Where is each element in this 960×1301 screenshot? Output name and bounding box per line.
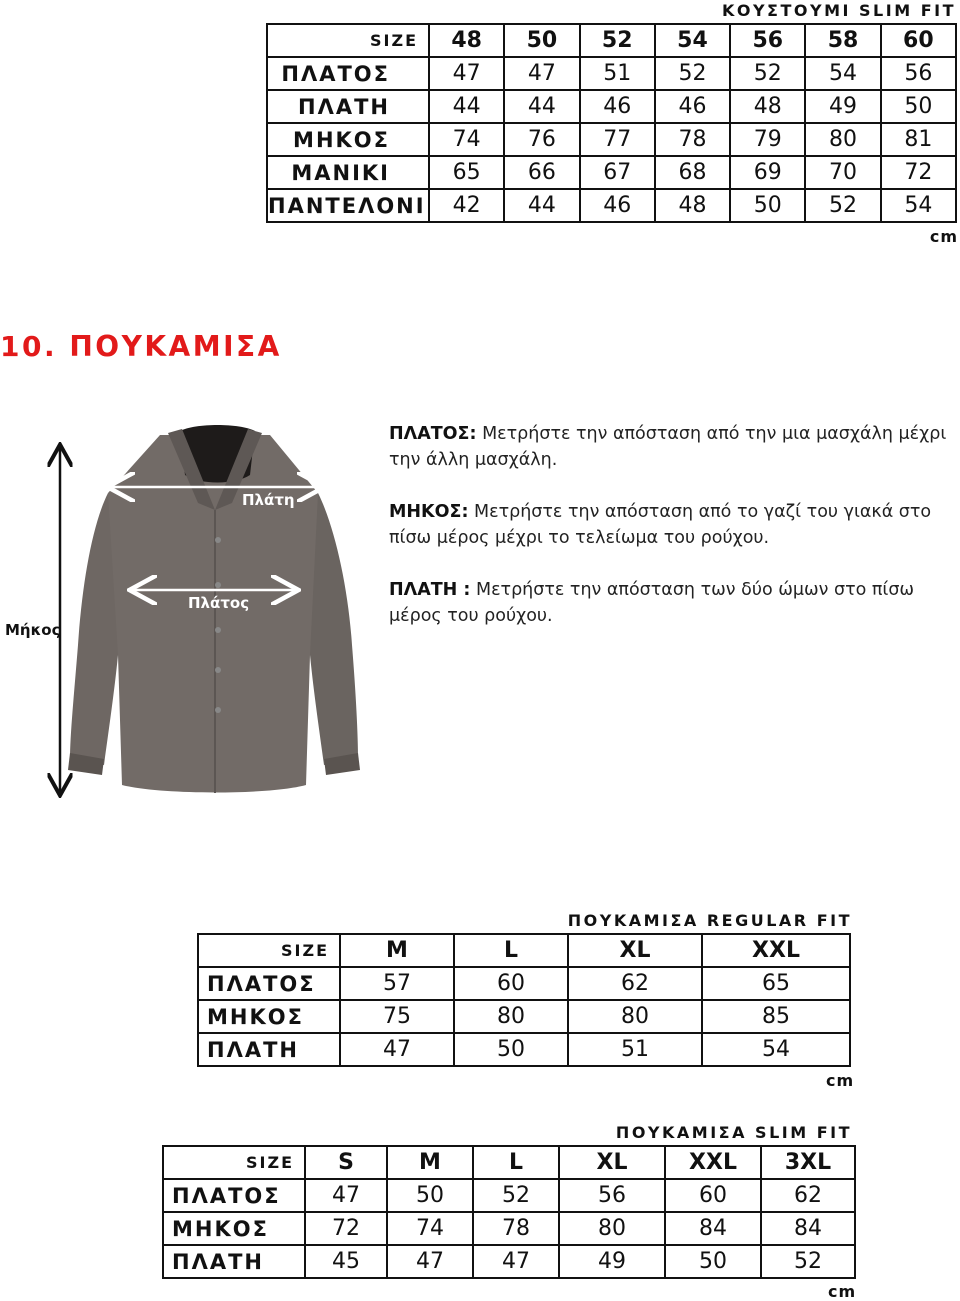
value-cell: 47 [429,57,504,90]
row-label: ΠΛΑΤΗ [267,90,429,123]
width-label: Πλάτος [188,594,250,612]
value-cell: 78 [473,1212,559,1245]
instruction-back [389,577,949,629]
table-row [267,123,956,156]
table-row [267,90,956,123]
suit-table-caption: ΚΟΥΣΤΟΥΜΙ SLIM FIT [721,1,956,20]
size-header: SIZE [198,934,340,967]
instruction-text: Μετρήστε την απόσταση των δύο ώμων στο πίσω μέρος του ρούχου. [389,580,915,626]
size-header: SIZE [267,24,429,57]
value-cell: 77 [580,123,655,156]
value-cell: 65 [702,967,850,1000]
value-cell: 60 [665,1179,761,1212]
value-cell: 52 [473,1179,559,1212]
value-cell: 50 [730,189,805,222]
size-cell: 52 [580,24,655,57]
table-row [267,189,956,222]
table-row [198,1000,850,1033]
value-cell: 72 [881,156,956,189]
table-row [198,967,850,1000]
value-cell: 47 [340,1033,454,1066]
value-cell: 81 [881,123,956,156]
size-cell: L [454,934,568,967]
value-cell: 57 [340,967,454,1000]
value-cell: 47 [305,1179,387,1212]
shirt-regular-size-table [197,933,851,1067]
instruction-width [389,421,949,473]
value-cell: 47 [387,1245,473,1278]
value-cell: 75 [340,1000,454,1033]
size-cell: M [340,934,454,967]
value-cell: 52 [730,57,805,90]
size-cell: 56 [730,24,805,57]
value-cell: 45 [305,1245,387,1278]
size-header: SIZE [163,1146,305,1179]
value-cell: 66 [504,156,579,189]
value-cell: 47 [504,57,579,90]
shirt-slim-size-table [162,1145,856,1279]
size-cell: L [473,1146,559,1179]
value-cell: 49 [805,90,880,123]
table-header-row [198,934,850,967]
value-cell: 44 [504,189,579,222]
value-cell: 54 [805,57,880,90]
value-cell: 84 [665,1212,761,1245]
row-label: ΜΗΚΟΣ [267,123,429,156]
table-row [198,1033,850,1066]
instruction-term: ΜΗΚΟΣ: [389,502,469,522]
value-cell: 80 [568,1000,702,1033]
value-cell: 79 [730,123,805,156]
value-cell: 72 [305,1212,387,1245]
size-cell: XL [568,934,702,967]
value-cell: 54 [881,189,956,222]
size-cell: S [305,1146,387,1179]
table-row [163,1179,855,1212]
size-cell: XL [559,1146,665,1179]
instruction-term: ΠΛΑΤΟΣ: [389,424,477,444]
value-cell: 74 [429,123,504,156]
row-label: ΠΛΑΤΟΣ [163,1179,305,1212]
value-cell: 52 [655,57,730,90]
unit-label: cm [826,1071,855,1090]
value-cell: 85 [702,1000,850,1033]
value-cell: 65 [429,156,504,189]
value-cell: 67 [580,156,655,189]
value-cell: 76 [504,123,579,156]
value-cell: 49 [559,1245,665,1278]
value-cell: 84 [761,1212,855,1245]
row-label: ΜΗΚΟΣ [198,1000,340,1033]
row-label: ΜΗΚΟΣ [163,1212,305,1245]
value-cell: 62 [761,1179,855,1212]
value-cell: 51 [580,57,655,90]
value-cell: 70 [805,156,880,189]
value-cell: 51 [568,1033,702,1066]
value-cell: 74 [387,1212,473,1245]
table-header-row [267,24,956,57]
table-row [163,1212,855,1245]
value-cell: 52 [761,1245,855,1278]
value-cell: 46 [580,90,655,123]
length-label: Μήκος [5,621,61,639]
table-header-row [163,1146,855,1179]
value-cell: 46 [580,189,655,222]
value-cell: 47 [473,1245,559,1278]
table-row [163,1245,855,1278]
slim-table-caption: ΠΟΥΚΑΜΙΣΑ SLIM FIT [615,1123,852,1142]
size-cell: XXL [702,934,850,967]
value-cell: 80 [559,1212,665,1245]
size-cell: 48 [429,24,504,57]
value-cell: 50 [387,1179,473,1212]
row-label: ΠΛΑΤΗ [198,1033,340,1066]
value-cell: 44 [504,90,579,123]
size-cell: XXL [665,1146,761,1179]
value-cell: 50 [454,1033,568,1066]
table-row [267,156,956,189]
instruction-length [389,499,949,551]
value-cell: 42 [429,189,504,222]
instruction-term: ΠΛΑΤΗ : [389,580,471,600]
unit-label: cm [828,1282,857,1301]
instruction-text: Μετρήστε την απόσταση από το γαζί του γιακά στο πίσω μέρος μέχρι το τελείωμα του ρούχου. [389,502,932,548]
value-cell: 50 [665,1245,761,1278]
value-cell: 54 [702,1033,850,1066]
shirt-measurement-figure [0,415,380,810]
size-cell: 54 [655,24,730,57]
value-cell: 52 [805,189,880,222]
value-cell: 80 [454,1000,568,1033]
back-label: Πλάτη [242,491,295,509]
size-cell: M [387,1146,473,1179]
value-cell: 60 [454,967,568,1000]
row-label: ΠΛΑΤΗ [163,1245,305,1278]
value-cell: 50 [881,90,956,123]
value-cell: 80 [805,123,880,156]
value-cell: 68 [655,156,730,189]
regular-table-caption: ΠΟΥΚΑΜΙΣΑ REGULAR FIT [567,911,852,930]
instruction-text: Μετρήστε την απόσταση από την μια μασχάλη μέχρι την άλλη μασχάλη. [389,424,947,470]
row-label: ΠΛΑΤΟΣ [198,967,340,1000]
value-cell: 56 [559,1179,665,1212]
size-cell: 58 [805,24,880,57]
size-cell: 60 [881,24,956,57]
row-label: ΠΛΑΤΟΣ [267,57,429,90]
section-title: 10. ΠΟΥΚΑΜΙΣΑ [0,330,282,363]
unit-label: cm [929,227,958,246]
value-cell: 78 [655,123,730,156]
value-cell: 48 [655,189,730,222]
table-row [267,57,956,90]
value-cell: 48 [730,90,805,123]
value-cell: 44 [429,90,504,123]
row-label: ΜΑΝΙΚΙ [267,156,429,189]
value-cell: 62 [568,967,702,1000]
row-label: ΠΑΝΤΕΛΟΝΙ [267,189,429,222]
suit-size-table [266,23,957,223]
value-cell: 56 [881,57,956,90]
size-cell: 50 [504,24,579,57]
value-cell: 69 [730,156,805,189]
value-cell: 46 [655,90,730,123]
size-cell: 3XL [761,1146,855,1179]
